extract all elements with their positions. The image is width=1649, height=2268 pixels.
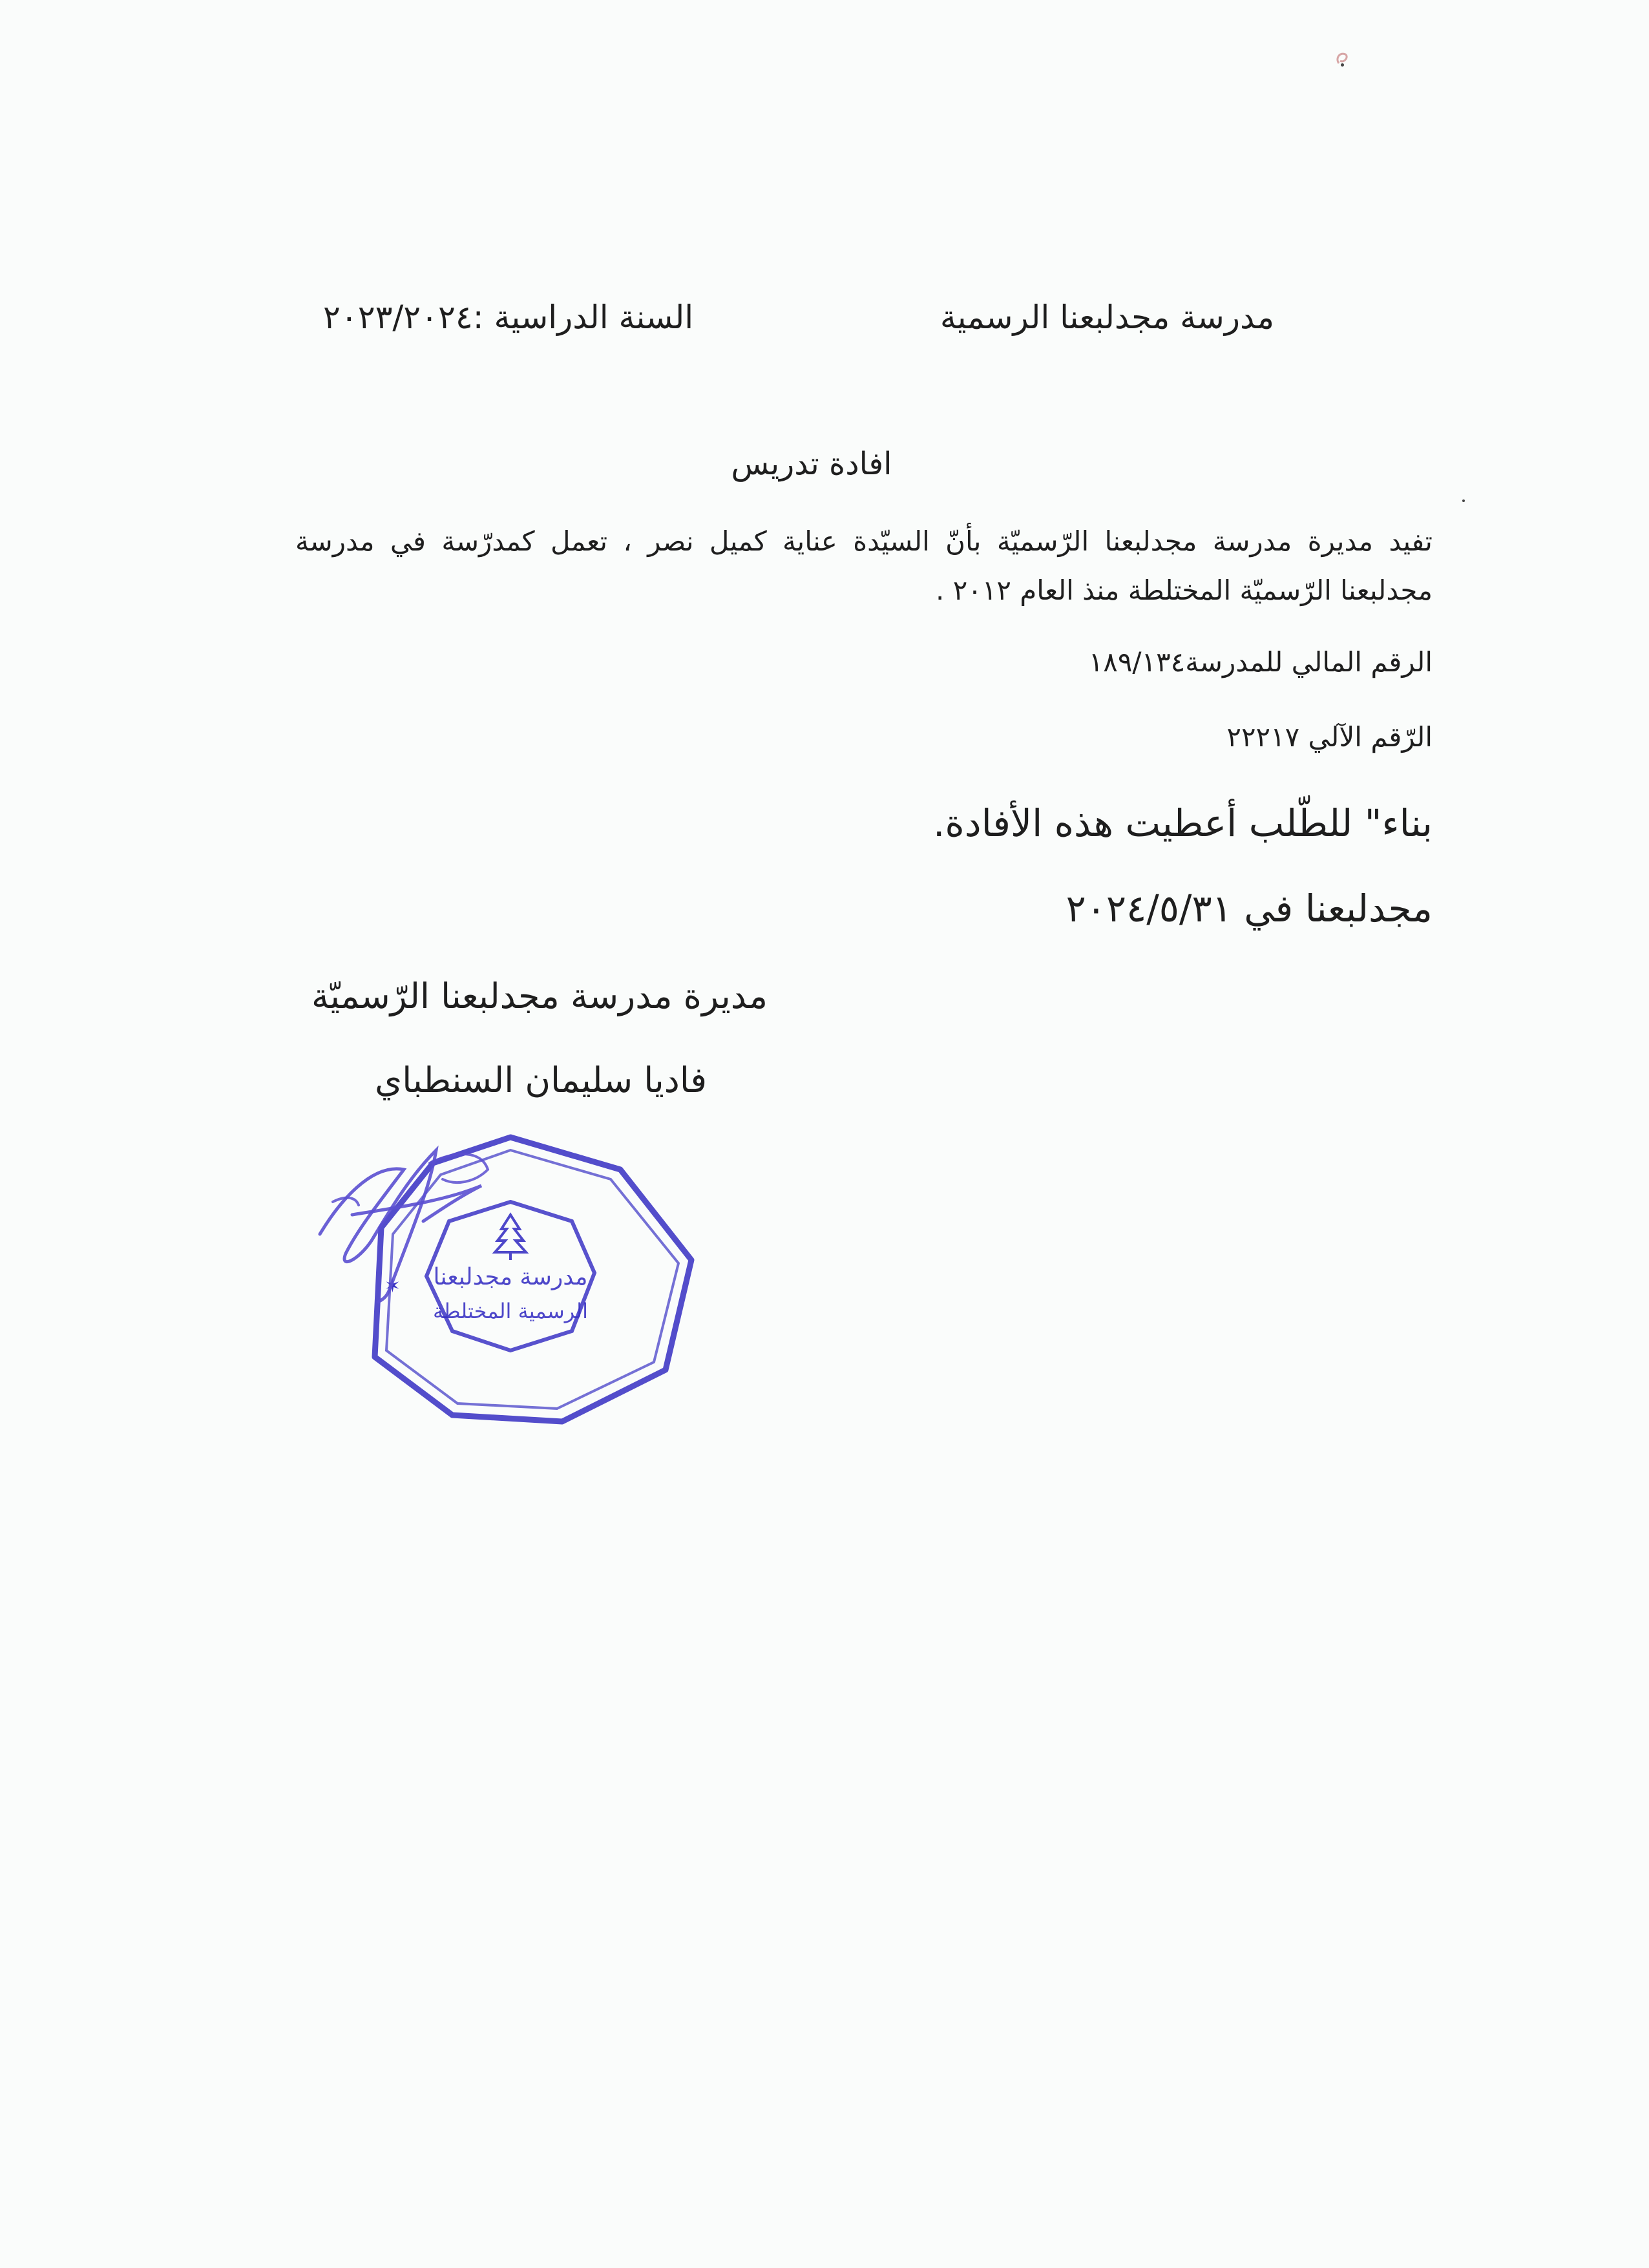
school-name-header: مدرسة مجدلبعنا الرسمية xyxy=(940,299,1274,336)
signatory-title: مديرة مدرسة مجدلبعنا الرّسميّة xyxy=(311,976,768,1016)
academic-year-header: السنة الدراسية :٢٠٢٣/٢٠٢٤ xyxy=(323,299,694,336)
auto-number: الرّقم الآلي ٢٢٢١٧ xyxy=(1226,721,1433,753)
stamp-star-icon: ✶ xyxy=(384,1275,401,1297)
stamp-inner-line2: الرسمية المختلطة xyxy=(432,1299,589,1323)
scan-dot xyxy=(1462,499,1465,502)
handwritten-signature xyxy=(313,1124,507,1312)
stamp-inner-line1: مدرسة مجدلبعنا xyxy=(433,1264,588,1290)
signatory-name: فاديا سليمان السنطباي xyxy=(375,1060,708,1100)
scan-dot xyxy=(1341,63,1344,67)
financial-number: الرقم المالي للمدرسة١٨٩/١٣٤ xyxy=(1088,646,1433,678)
scan-artifact-icon xyxy=(1331,49,1357,68)
body-paragraph: تفيد مديرة مدرسة مجدلبعنا الرّسميّة بأنّ السيّدة عناية كميل نصر ، تعمل كمدرّسة في مدرسة مجدلبعنا الرّسميّة المختلطة منذ العام ٢٠١٢ . xyxy=(295,525,1433,606)
document-title: افادة تدريس xyxy=(731,446,892,482)
request-statement: بناء" للطّلب أعطيت هذه الأفادة. xyxy=(932,801,1433,845)
place-and-date: مجدلبعنا في ٢٠٢٤/٥/٣١ xyxy=(1066,887,1433,930)
